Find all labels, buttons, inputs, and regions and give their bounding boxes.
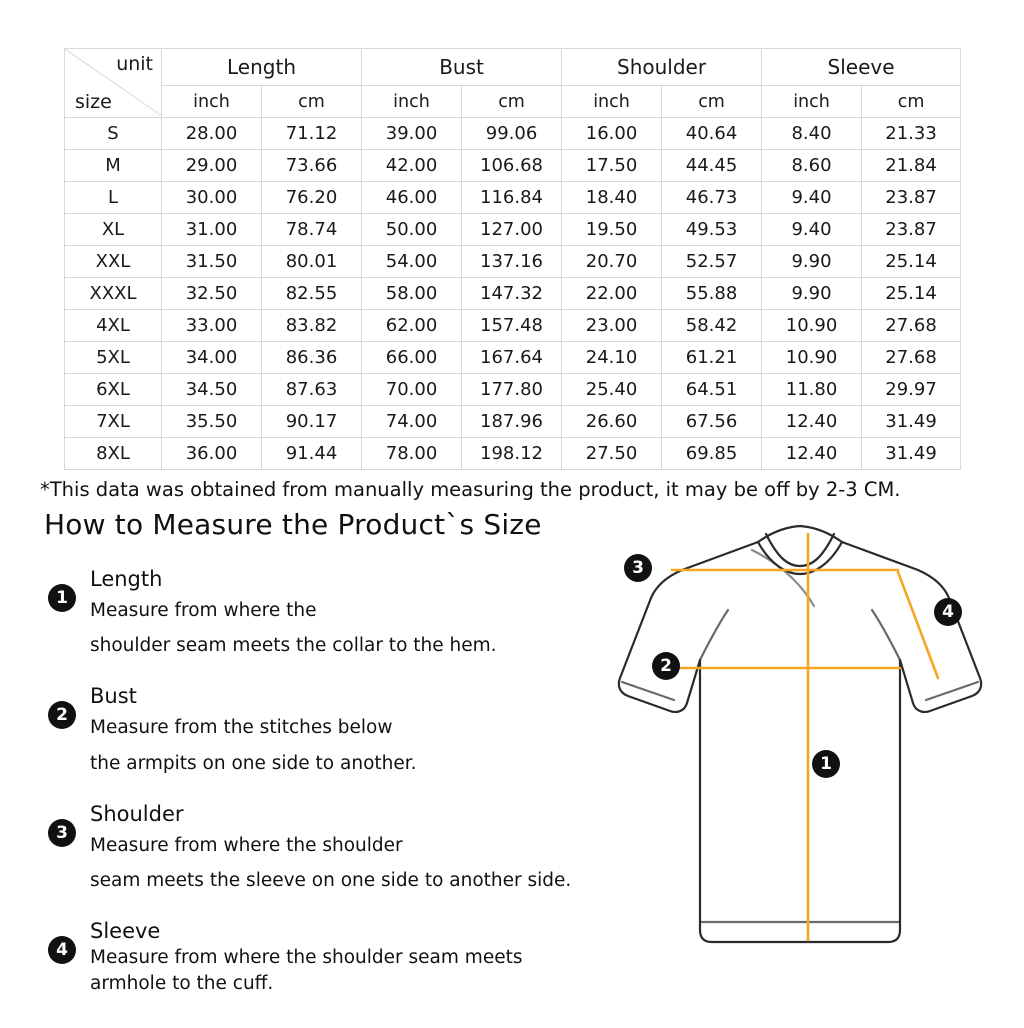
measurement-cell: 74.00: [362, 406, 462, 438]
table-row: [65, 310, 961, 342]
measurement-cell: 83.82: [262, 310, 362, 342]
measurement-cell: 25.14: [862, 278, 961, 310]
measurement-cell: 26.60: [562, 406, 662, 438]
table-row: [65, 246, 961, 278]
measurement-cell: 66.00: [362, 342, 462, 374]
measurement-cell: 71.12: [262, 118, 362, 150]
measurement-cell: 86.36: [262, 342, 362, 374]
measurement-cell: 87.63: [262, 374, 362, 406]
measurement-cell: 27.68: [862, 342, 961, 374]
measurement-cell: 46.00: [362, 182, 462, 214]
measurement-cell: 90.17: [262, 406, 362, 438]
size-cell: M: [65, 150, 162, 182]
subheader-shoulder-cm: cm: [662, 86, 762, 118]
measurement-cell: 29.97: [862, 374, 961, 406]
measurement-cell: 52.57: [662, 246, 762, 278]
bullet-number-1-icon: 1: [48, 584, 76, 612]
measurement-cell: 64.51: [662, 374, 762, 406]
how-to-measure-title: How to Measure the Product`s Size: [44, 508, 542, 541]
tshirt-measure-diagram: [600, 510, 1000, 980]
measurement-cell: 69.85: [662, 438, 762, 470]
measurement-cell: 20.70: [562, 246, 662, 278]
measurement-cell: 187.96: [462, 406, 562, 438]
measurement-cell: 34.50: [162, 374, 262, 406]
instruction-title-sleeve: Sleeve: [90, 919, 161, 944]
measurement-cell: 127.00: [462, 214, 562, 246]
measurement-cell: 25.40: [562, 374, 662, 406]
measurement-cell: 17.50: [562, 150, 662, 182]
subheader-length-inch: inch: [162, 86, 262, 118]
table-row: [65, 214, 961, 246]
measurement-cell: 32.50: [162, 278, 262, 310]
measurement-cell: 147.32: [462, 278, 562, 310]
measurement-cell: 198.12: [462, 438, 562, 470]
group-header-sleeve: Sleeve: [762, 49, 961, 86]
measurement-cell: 28.00: [162, 118, 262, 150]
measurement-cell: 82.55: [262, 278, 362, 310]
size-cell: 4XL: [65, 310, 162, 342]
measurement-cell: 44.45: [662, 150, 762, 182]
table-row: [65, 182, 961, 214]
measurement-cell: 10.90: [762, 310, 862, 342]
measurement-cell: 19.50: [562, 214, 662, 246]
instruction-item-sleeve: [44, 920, 604, 1006]
diagram-marker-3: 3: [624, 554, 652, 582]
measurement-cell: 8.40: [762, 118, 862, 150]
measurement-cell: 73.66: [262, 150, 362, 182]
measurement-cell: 42.00: [362, 150, 462, 182]
measurement-cell: 40.64: [662, 118, 762, 150]
subheader-length-cm: cm: [262, 86, 362, 118]
instruction-line-shoulder-1: Measure from where the shoulder: [90, 834, 403, 856]
instruction-title-shoulder: Shoulder: [90, 801, 184, 826]
measurement-cell: 23.00: [562, 310, 662, 342]
measurement-cell: 33.00: [162, 310, 262, 342]
measurement-cell: 12.40: [762, 406, 862, 438]
measurement-cell: 177.80: [462, 374, 562, 406]
subheader-sleeve-inch: inch: [762, 86, 862, 118]
measurement-cell: 22.00: [562, 278, 662, 310]
diagram-marker-2: 2: [652, 652, 680, 680]
size-cell: 8XL: [65, 438, 162, 470]
table-row: [65, 406, 961, 438]
measurement-cell: 99.06: [462, 118, 562, 150]
measurement-cell: 46.73: [662, 182, 762, 214]
measurement-cell: 31.49: [862, 406, 961, 438]
subheader-sleeve-cm: cm: [862, 86, 961, 118]
instruction-item-bust: [44, 685, 604, 780]
measurement-cell: 16.00: [562, 118, 662, 150]
measurement-cell: 9.40: [762, 182, 862, 214]
measurement-cell: 9.90: [762, 278, 862, 310]
instruction-title-length: Length: [90, 567, 163, 591]
sleeve-guide-line: [898, 572, 938, 678]
measurement-cell: 23.87: [862, 214, 961, 246]
measurement-cell: 34.00: [162, 342, 262, 374]
measurement-cell: 31.49: [862, 438, 961, 470]
measurement-cell: 54.00: [362, 246, 462, 278]
measurement-cell: 21.33: [862, 118, 961, 150]
size-chart-table: [64, 48, 961, 470]
measurement-cell: 157.48: [462, 310, 562, 342]
unit-label: unit: [116, 53, 153, 75]
bullet-number-2-icon: 2: [48, 701, 76, 729]
group-header-shoulder: Shoulder: [562, 49, 762, 86]
measurement-cell: 25.14: [862, 246, 961, 278]
measurement-cell: 67.56: [662, 406, 762, 438]
instruction-item-shoulder: [44, 803, 604, 898]
measurement-cell: 30.00: [162, 182, 262, 214]
measurement-cell: 24.10: [562, 342, 662, 374]
measurement-cell: 39.00: [362, 118, 462, 150]
instruction-item-length: [44, 568, 604, 663]
measurement-cell: 167.64: [462, 342, 562, 374]
subheader-bust-cm: cm: [462, 86, 562, 118]
size-cell: 5XL: [65, 342, 162, 374]
table-row: [65, 150, 961, 182]
diagram-marker-4: 4: [934, 598, 962, 626]
measurement-cell: 27.68: [862, 310, 961, 342]
table-row: [65, 342, 961, 374]
measurement-cell: 9.90: [762, 246, 862, 278]
measurement-cell: 58.42: [662, 310, 762, 342]
subheader-shoulder-inch: inch: [562, 86, 662, 118]
size-cell: 6XL: [65, 374, 162, 406]
measurement-cell: 137.16: [462, 246, 562, 278]
measurement-cell: 9.40: [762, 214, 862, 246]
size-cell: L: [65, 182, 162, 214]
bullet-number-4-icon: 4: [48, 936, 76, 964]
measurement-cell: 62.00: [362, 310, 462, 342]
subheader-bust-inch: inch: [362, 86, 462, 118]
instruction-line-sleeve-1: Measure from where the shoulder seam meets armhole to the cuff.: [90, 947, 523, 995]
size-cell: S: [65, 118, 162, 150]
measurement-cell: 61.21: [662, 342, 762, 374]
measurement-cell: 76.20: [262, 182, 362, 214]
table-row: [65, 438, 961, 470]
diagram-marker-1: 1: [812, 750, 840, 778]
size-cell: XL: [65, 214, 162, 246]
size-cell: XXL: [65, 246, 162, 278]
measurement-cell: 11.80: [762, 374, 862, 406]
measurement-cell: 8.60: [762, 150, 862, 182]
measurement-cell: 29.00: [162, 150, 262, 182]
instruction-line-bust-1: Measure from the stitches below: [90, 717, 393, 739]
measurement-cell: 36.00: [162, 438, 262, 470]
bullet-number-3-icon: 3: [48, 819, 76, 847]
size-cell: 7XL: [65, 406, 162, 438]
unit-size-corner-cell: [65, 49, 162, 118]
measurement-cell: 23.87: [862, 182, 961, 214]
measurement-cell: 106.68: [462, 150, 562, 182]
measurement-cell: 70.00: [362, 374, 462, 406]
measurement-cell: 31.00: [162, 214, 262, 246]
measurement-cell: 35.50: [162, 406, 262, 438]
size-cell: XXXL: [65, 278, 162, 310]
measurement-cell: 116.84: [462, 182, 562, 214]
measurement-cell: 18.40: [562, 182, 662, 214]
table-row: [65, 118, 961, 150]
table-header-groups: [65, 49, 961, 86]
instruction-line-length-2: shoulder seam meets the collar to the hem.: [90, 635, 497, 657]
instructions-list: [44, 568, 604, 1028]
measurement-cell: 12.40: [762, 438, 862, 470]
instruction-line-length-1: Measure from where the: [90, 600, 317, 622]
instruction-title-bust: Bust: [90, 684, 137, 709]
measurement-cell: 31.50: [162, 246, 262, 278]
measurement-cell: 21.84: [862, 150, 961, 182]
measurement-cell: 27.50: [562, 438, 662, 470]
measurement-cell: 50.00: [362, 214, 462, 246]
tshirt-outline-icon: [600, 510, 1000, 980]
group-header-length: Length: [162, 49, 362, 86]
measurement-disclaimer: *This data was obtained from manually measuring the product, it may be off by 2-3 CM.: [40, 478, 901, 501]
measurement-cell: 78.00: [362, 438, 462, 470]
measurement-cell: 55.88: [662, 278, 762, 310]
measurement-cell: 49.53: [662, 214, 762, 246]
group-header-bust: Bust: [362, 49, 562, 86]
instruction-line-bust-2: the armpits on one side to another.: [90, 752, 417, 774]
table-row: [65, 374, 961, 406]
instruction-line-shoulder-2: seam meets the sleeve on one side to another side.: [90, 869, 572, 891]
table-row: [65, 278, 961, 310]
measurement-cell: 80.01: [262, 246, 362, 278]
measurement-cell: 91.44: [262, 438, 362, 470]
measurement-cell: 78.74: [262, 214, 362, 246]
size-label: size: [75, 91, 112, 113]
table-header-units: [65, 86, 961, 118]
measurement-cell: 10.90: [762, 342, 862, 374]
measurement-cell: 58.00: [362, 278, 462, 310]
